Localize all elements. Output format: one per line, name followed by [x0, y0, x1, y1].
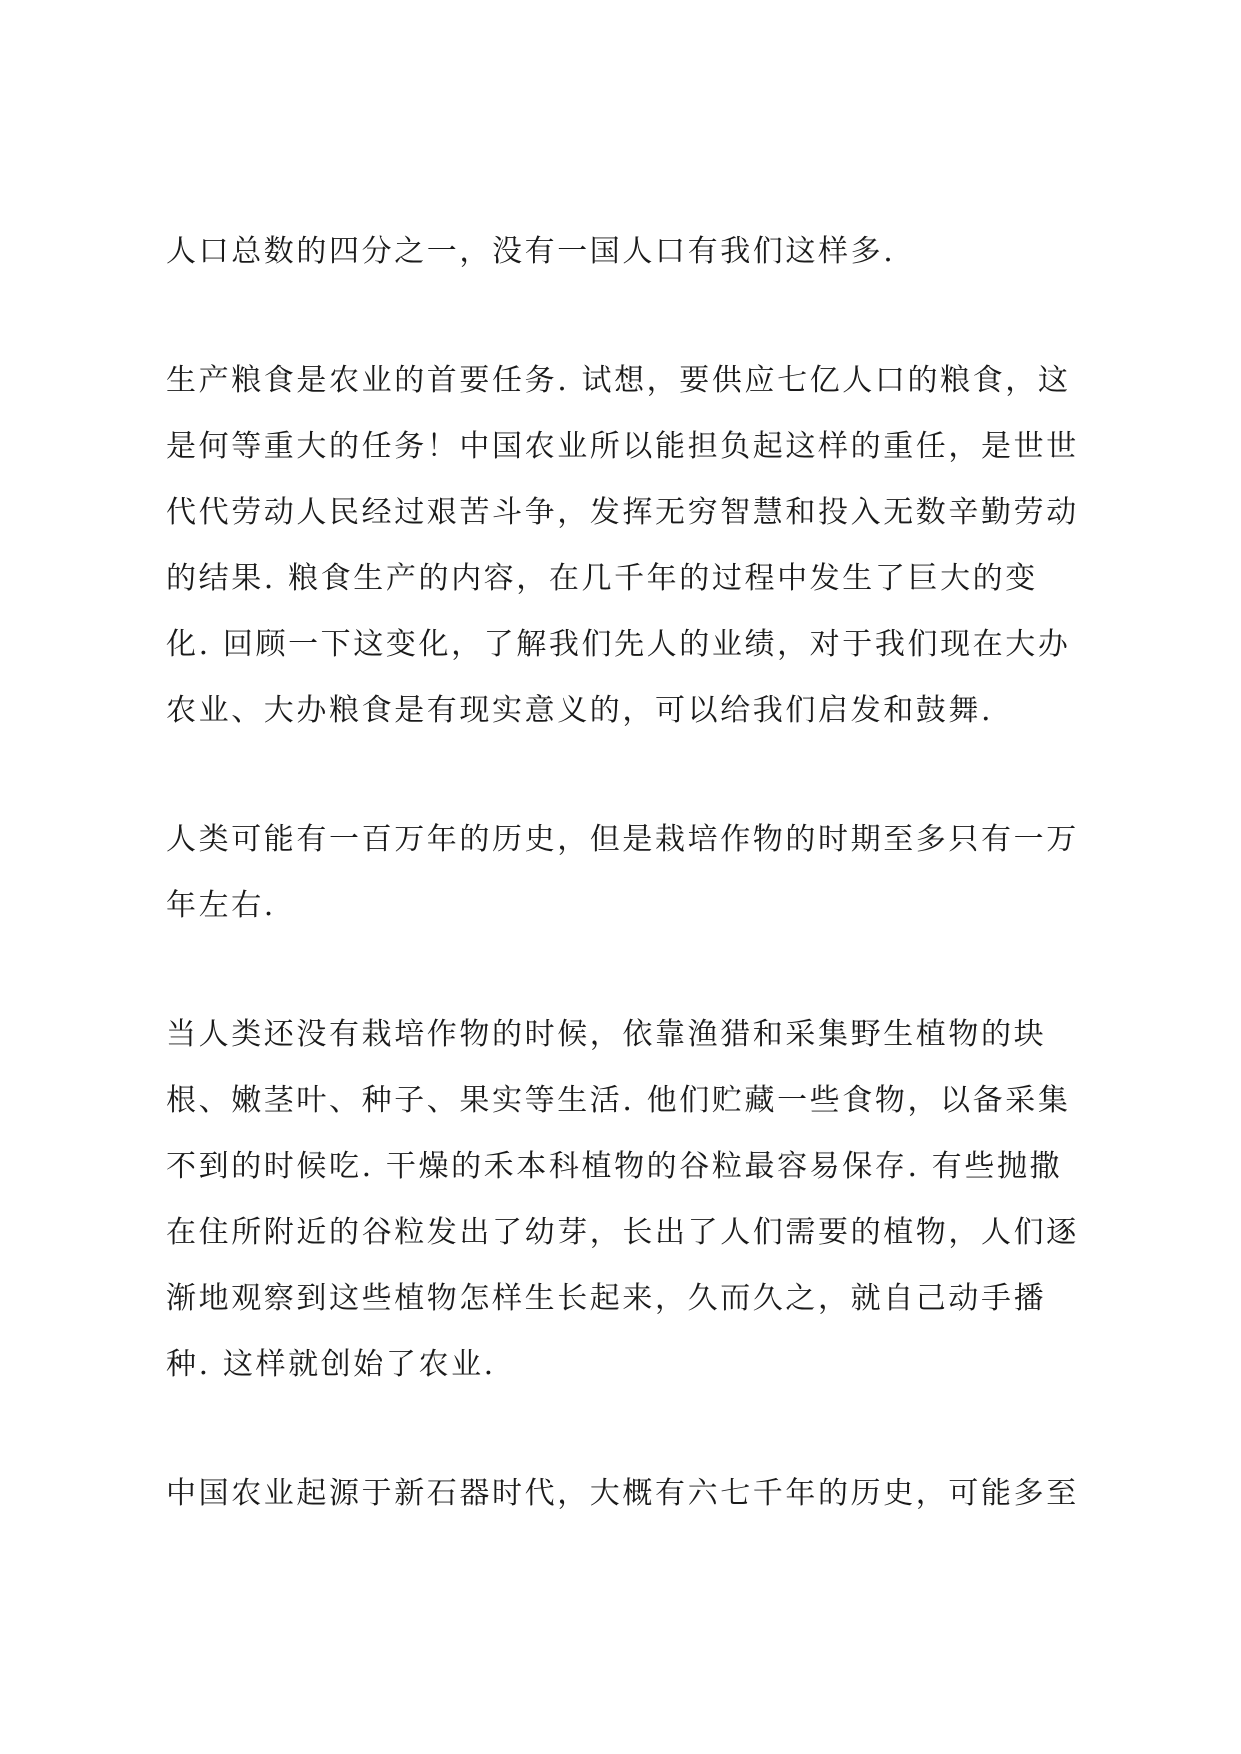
- paragraph-4-line-4: 在住所附近的谷粒发出了幼芽，长出了人们需要的植物，人们逐: [166, 1215, 1079, 1250]
- paragraph-3-line-2: 年左右.: [166, 888, 276, 923]
- paragraph-4-line-1: 当人类还没有栽培作物的时候，依靠渔猎和采集野生植物的块: [166, 1017, 1047, 1052]
- paragraph-2-line-3: 代代劳动人民经过艰苦斗争，发挥无穷智慧和投入无数辛勤劳动: [166, 495, 1079, 530]
- paragraph-3-line-1: 人类可能有一百万年的历史，但是栽培作物的时期至多只有一万: [166, 822, 1079, 857]
- paragraph-2-line-4: 的结果. 粮食生产的内容，在几千年的过程中发生了巨大的变: [166, 561, 1038, 596]
- paragraph-2-line-5: 化. 回顾一下这变化，了解我们先人的业绩，对于我们现在大办: [166, 627, 1071, 662]
- paragraph-4-line-5: 渐地观察到这些植物怎样生长起来，久而久之，就自己动手播: [166, 1281, 1047, 1316]
- paragraph-4-line-6: 种. 这样就创始了农业.: [166, 1347, 496, 1382]
- paragraph-5-line-1: 中国农业起源于新石器时代，大概有六七千年的历史，可能多至: [166, 1476, 1079, 1511]
- paragraph-4-line-3: 不到的时候吃. 干燥的禾本科植物的谷粒最容易保存. 有些抛撒: [166, 1149, 1063, 1184]
- paragraph-4-line-2: 根、嫩茎叶、种子、果实等生活. 他们贮藏一些食物，以备采集: [166, 1083, 1071, 1118]
- paragraph-2-line-2: 是何等重大的任务！中国农业所以能担负起这样的重任，是世世: [166, 429, 1079, 464]
- paragraph-2-line-1: 生产粮食是农业的首要任务. 试想，要供应七亿人口的粮食，这: [166, 363, 1071, 398]
- paragraph-2-line-6: 农业、大办粮食是有现实意义的，可以给我们启发和鼓舞.: [166, 693, 994, 728]
- paragraph-1-line-1: 人口总数的四分之一，没有一国人口有我们这样多.: [166, 234, 896, 269]
